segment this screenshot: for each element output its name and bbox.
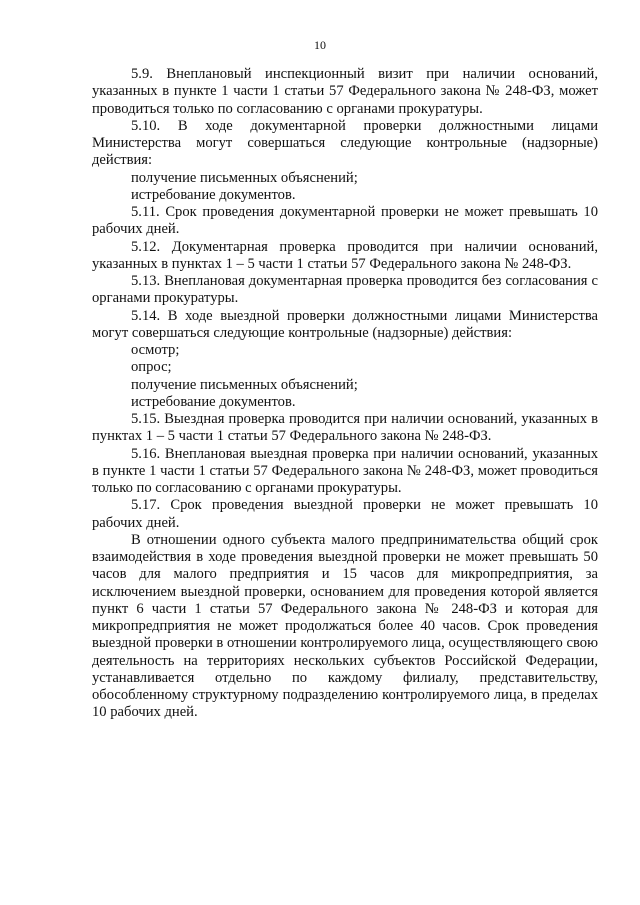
paragraph-5-12: 5.12. Документарная проверка проводится при наличии оснований, указанных в пунктах 1 – 5 части 1 статьи 57 Федерального закона № 248-ФЗ. xyxy=(92,238,598,272)
paragraph-small-business-term: В отношении одного субъекта малого предпринимательства общий срок взаимодействия в ходе проведения выездной проверки не может превышать 50 часов для малого предприятия и 15 часов для микропредприятия, за исключением выездной проверки, основанием для проведения которой является пункт 6 части 1 статьи 57 Федерального закона № 248-ФЗ и которая для микропредприятия не может продолжаться более 40 часов. Срок проведения выездной проверки в отношении контролируемого лица, осуществляющего свою деятельность на территориях нескольких субъектов Российской Федерации, устанавливается отдельно по каждому филиалу, представительству, обособленному структурному подразделению контролируемого лица, в пределах 10 рабочих дней. xyxy=(92,531,598,721)
paragraph-5-16: 5.16. Внеплановая выездная проверка при наличии оснований, указанных в пункте 1 части 1 статьи 57 Федерального закона № 248-ФЗ, может проводиться только по согласованию с органами прокуратуры. xyxy=(92,445,598,496)
list-item: истребование документов. xyxy=(131,186,296,203)
page-number: 10 xyxy=(314,38,326,52)
paragraph-5-9: 5.9. Внеплановый инспекционный визит при наличии оснований, указанных в пункте 1 части 1 статьи 57 Федерального закона № 248-ФЗ, может проводиться только по согласованию с органами прокуратуры. xyxy=(92,66,598,117)
list-item: опрос; xyxy=(131,359,172,376)
paragraph-5-10: 5.10. В ходе документарной проверки должностными лицами Министерства могут совершаться следующие контрольные (надзорные) действия: xyxy=(92,117,598,169)
paragraph-5-11: 5.11. Срок проведения документарной проверки не может превышать 10 рабочих дней. xyxy=(92,204,598,238)
list-item: получение письменных объяснений; xyxy=(131,376,358,393)
paragraph-5-15: 5.15. Выездная проверка проводится при наличии оснований, указанных в пунктах 1 – 5 части 1 статьи 57 Федерального закона № 248-ФЗ. xyxy=(92,411,598,445)
document-body xyxy=(92,66,598,722)
paragraph-5-13: 5.13. Внеплановая документарная проверка проводится без согласования с органами прокуратуры. xyxy=(92,273,598,307)
list-item: истребование документов. xyxy=(131,393,296,410)
list-item: получение письменных объяснений; xyxy=(131,169,358,186)
paragraph-5-17: 5.17. Срок проведения выездной проверки не может превышать 10 рабочих дней. xyxy=(92,497,598,531)
list-item: осмотр; xyxy=(131,342,180,358)
paragraph-5-14: 5.14. В ходе выездной проверки должностными лицами Министерства могут совершаться следующие контрольные (надзорные) действия: xyxy=(92,307,598,341)
